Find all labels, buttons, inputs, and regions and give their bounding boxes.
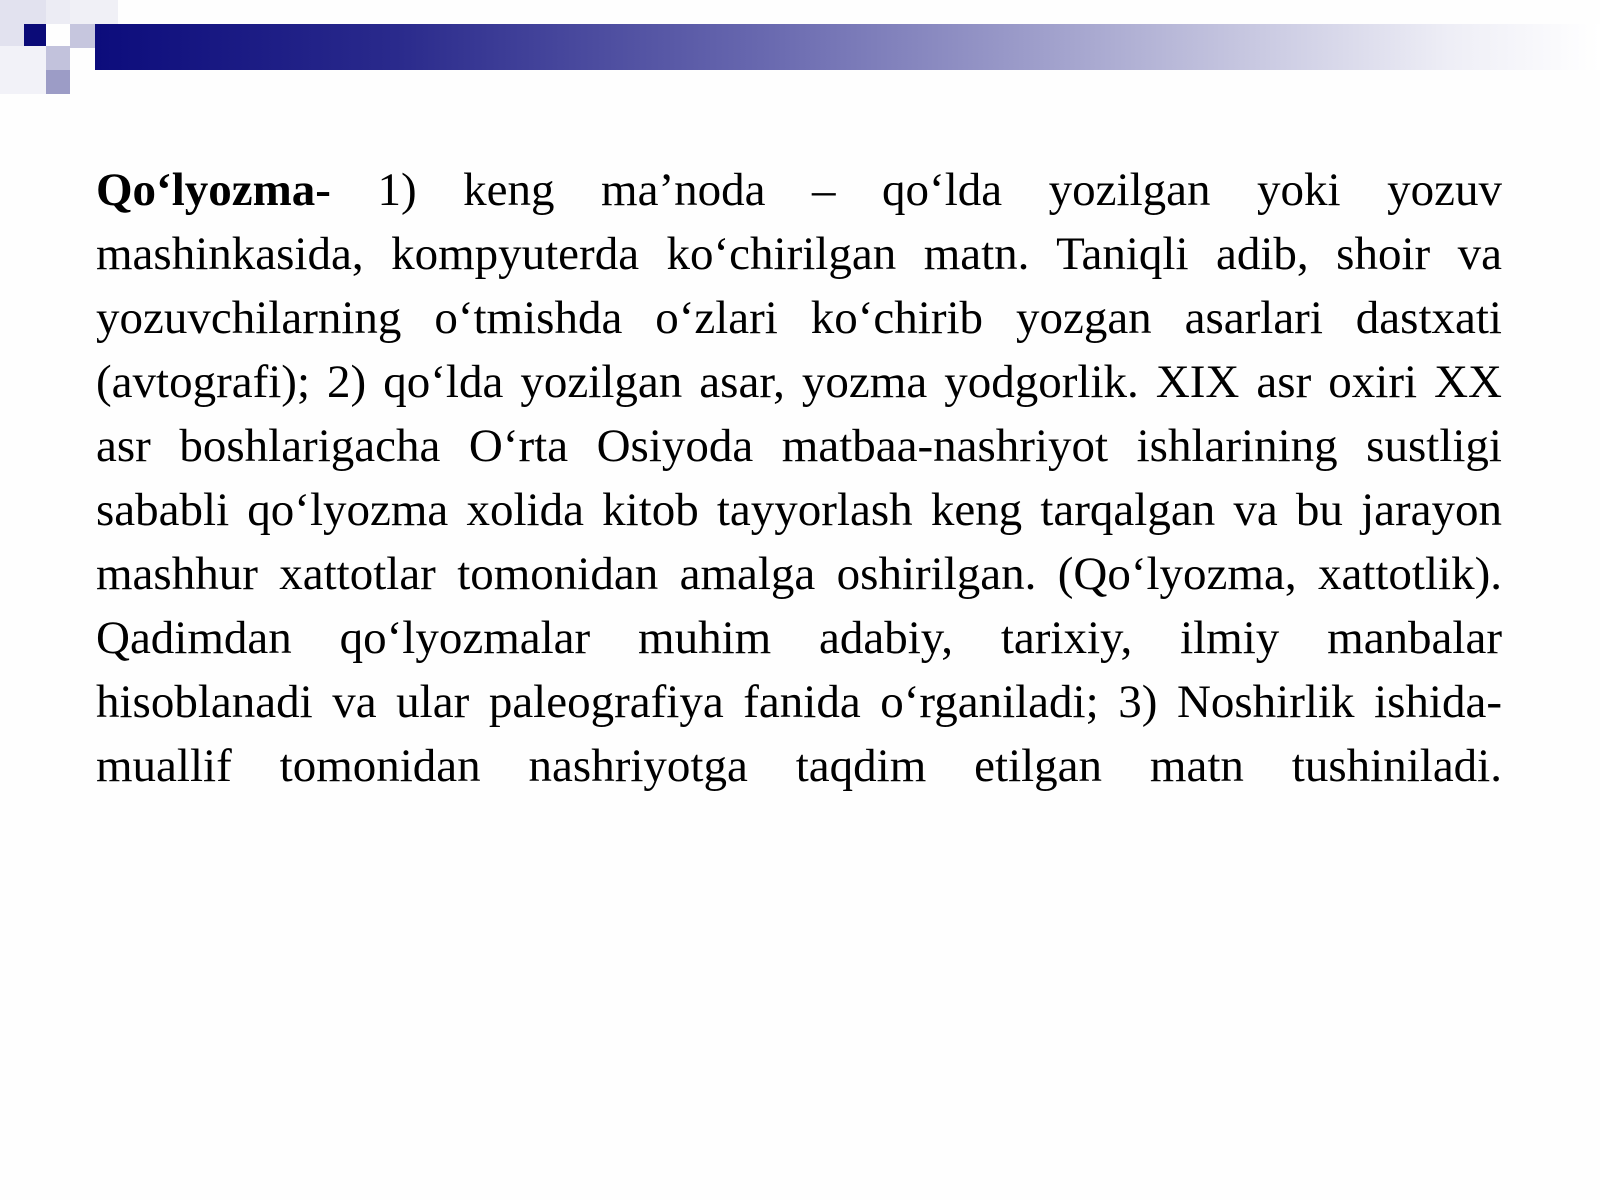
definition-paragraph (96, 158, 1502, 798)
definition-text: 1) keng ma’noda – qo‘lda yozilgan yoki yozuv mashinkasida, kompyuterda ko‘chirilgan matn. Taniqli adib, shoir va yozuvchilarning o‘tmishda o‘zlari ko‘chirib yozgan asarlari dastxati (avtografi); 2) qo‘lda yozilgan asar, yozma yodgorlik. XIX asr oxiri XX asr boshlarigacha O‘rta Osiyoda matbaa-nashriyot ishlarining sustligi sababli qo‘lyozma xolida kitob tayyorlash keng tarqalgan va bu jarayon mashhur xattotlar tomonidan amalga oshirilgan. (Qo‘lyozma, xattotlik). Qadimdan qo‘lyozmalar muhim adabiy, tarixiy, ilmiy manbalar hisoblanadi va ular paleografiya fanida o‘rganiladi; 3) Noshirlik ishida- muallif tomonidan nashriyotga taqdim etilgan matn tushiniladi. (96, 164, 1502, 792)
term-heading: Qo‘lyozma- (96, 164, 331, 216)
corner-decoration-square (0, 46, 46, 94)
corner-decoration-square (46, 46, 70, 70)
header-gradient-band (95, 24, 1600, 70)
corner-decoration-square (46, 70, 70, 94)
corner-decoration-square (24, 24, 46, 46)
corner-decoration-square (70, 0, 118, 24)
corner-decoration-square (46, 0, 70, 24)
